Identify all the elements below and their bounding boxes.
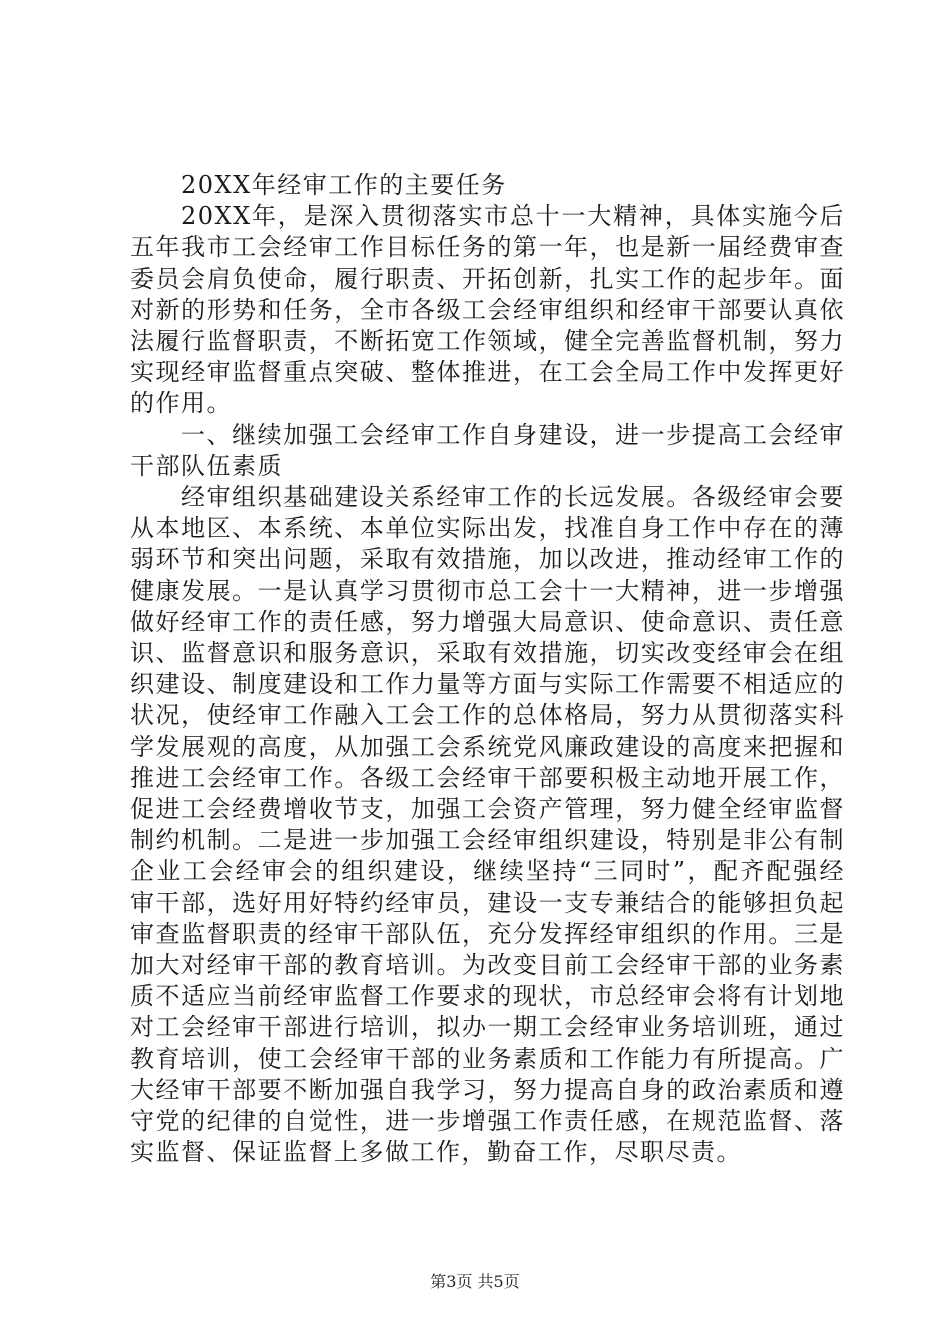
body-paragraph: 经审组织基础建设关系经审工作的长远发展。各级经审会要从本地区、本系统、本单位实际出发，找准自身工作中存在的薄弱环节和突出问题，采取有效措施，加以改进，推动经审工作的健康发展。一是认真学习贯彻市总工会十一大精神，进一步增强做好经审工作的责任感，努力增强大局意识、使命意识、责任意识、监督意识和服务意识，采取有效措施，切实改变经审会在组织建设、制度建设和工作力量等方面与实际工作需要不相适应的状况，使经审工作融入工会工作的总体格局，努力从贯彻落实科学发展观的高度，从加强工会系统党风廉政建设的高度来把握和推进工会经审工作。各级工会经审干部要积极主动地开展工作，促进工会经费增收节支，加强工会资产管理，努力健全经审监督制约机制。二是进一步加强工会经审组织建设，特别是非公有制企业工会经审会的组织建设，继续坚持“三同时”，配齐配强经审干部，选好用好特约经审员，建设一支专兼结合的能够担负起审查监督职责的经审干部队伍，充分发挥经审组织的作用。三是加大对经审干部的教育培训。为改变目前工会经审干部的业务素质不适应当前经审监督工作要求的现状，市总经审会将有计划地对工会经审干部进行培训，拟办一期工会经审业务培训班，通过教育培训，使工会经审干部的业务素质和工作能力有所提高。广大经审干部要不断加强自我学习，努力提高自身的政治素质和遵守党的纪律的自觉性，进一步增强工作责任感，在规范监督、落实监督、保证监督上多做工作，勤奋工作，尽职尽责。	[130, 483, 845, 1167]
intro-paragraph: 20XX年，是深入贯彻落实市总十一大精神，具体实施今后五年我市工会经审工作目标任务的第一年，也是新一届经费审查委员会肩负使命，履行职责、开拓创新，扎实工作的起步年。面对新的形势和任务，全市各级工会经审组织和经审干部要认真依法履行监督职责，不断拓宽工作领域，健全完善监督机制，努力实现经审监督重点突破、整体推进，在工会全局工作中发挥更好的作用。	[130, 202, 845, 418]
page-number-footer: 第3页 共5页	[430, 1272, 520, 1291]
document-heading: 20XX年经审工作的主要任务	[181, 171, 507, 199]
section-heading: 一、继续加强工会经审工作自身建设，进一步提高工会经审干部队伍素质	[130, 420, 845, 480]
document-body	[130, 170, 845, 1169]
